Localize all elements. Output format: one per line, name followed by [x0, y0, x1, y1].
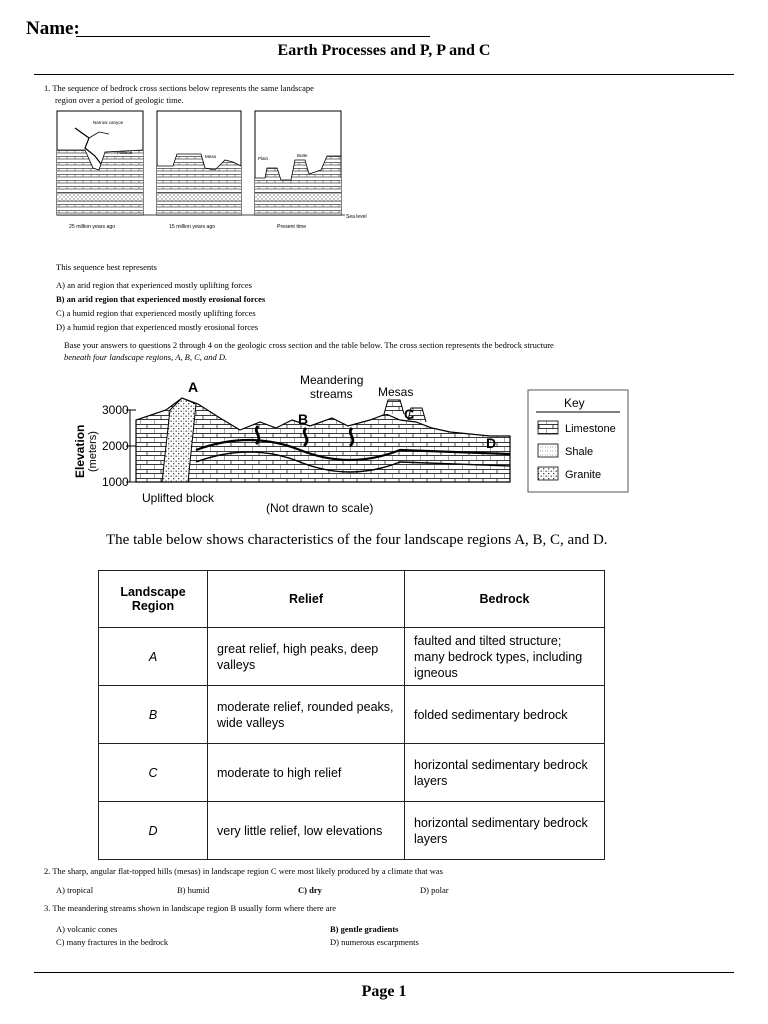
header-bedrock: Bedrock	[405, 571, 605, 628]
question-1-choice-d[interactable]: D) a humid region that experienced mostly erosional forces	[56, 322, 259, 332]
panel-25-million-years	[57, 111, 143, 215]
cell-relief: very little relief, low elevations	[208, 802, 405, 860]
header-landscape-region: Landscape Region	[99, 571, 208, 628]
label-butte: Butte	[297, 153, 308, 158]
cell-relief: moderate relief, rounded peaks, wide valleys	[208, 686, 405, 744]
region-label-d: D	[486, 435, 497, 451]
cell-region: A	[99, 628, 208, 686]
question-1-prompt-line1: 1. The sequence of bedrock cross sections below represents the same landscape	[44, 83, 314, 93]
label-streams: streams	[310, 387, 353, 401]
label-plain: Plain	[258, 156, 269, 161]
key-swatch-granite	[538, 467, 558, 480]
cell-region: C	[99, 744, 208, 802]
label-narrow-canyon: Narrow canyon	[93, 120, 124, 125]
cell-bedrock: faulted and tilted structure; many bedrock types, including igneous	[405, 628, 605, 686]
cell-bedrock: horizontal sedimentary bedrock layers	[405, 802, 605, 860]
key-swatch-shale	[538, 444, 558, 457]
bottom-divider	[34, 972, 734, 973]
y-tick-3000: 3000	[102, 403, 129, 417]
question-1-choice-c[interactable]: C) a humid region that experienced mostly uplifting forces	[56, 308, 256, 318]
table-row	[99, 686, 605, 744]
y-axis-unit: (meters)	[87, 431, 99, 472]
label-not-to-scale: (Not drawn to scale)	[266, 501, 374, 515]
label-mesas: Mesas	[378, 385, 414, 399]
y-tick-1000: 1000	[102, 475, 129, 489]
question-2-choice-c[interactable]: C) dry	[298, 885, 322, 895]
geologic-cross-section	[70, 370, 650, 520]
instructions-line1: Base your answers to questions 2 through 4 on the geologic cross section and the table below. The cross section represents the bedrock structure	[64, 340, 554, 350]
key-title: Key	[564, 396, 585, 410]
panel-15-million-years	[157, 111, 241, 215]
region-label-c: C	[404, 406, 415, 422]
mesa-1	[384, 400, 404, 414]
question-2-prompt: 2. The sharp, angular flat-topped hills (mesas) in landscape region C were most likely produced by a climate that was	[44, 866, 443, 876]
question-1-stem: This sequence best represents	[56, 262, 157, 272]
question-3-choice-a[interactable]: A) volcanic cones	[56, 924, 118, 934]
name-blank-line[interactable]	[76, 36, 430, 37]
key-label-shale: Shale	[565, 446, 594, 458]
table-header-row	[99, 571, 605, 628]
label-plateau: Plateau	[117, 150, 133, 155]
diagram-key	[528, 390, 628, 492]
question-1-prompt	[44, 82, 374, 106]
bedrock-sequence-figure	[55, 108, 385, 233]
key-label-limestone: Limestone	[565, 423, 616, 435]
cell-bedrock: folded sedimentary bedrock	[405, 686, 605, 744]
label-sea-level: Sea level	[346, 214, 367, 220]
y-axis-label: Elevation	[73, 424, 87, 478]
header-relief: Relief	[208, 571, 405, 628]
question-3-choice-c[interactable]: C) many fractures in the bedrock	[56, 937, 169, 947]
question-1-prompt-line2: region over a period of geologic time.	[55, 95, 184, 105]
caption-25-million: 25 million years ago	[69, 224, 116, 230]
question-2-choice-b[interactable]: B) humid	[177, 885, 210, 895]
label-mesa: Mesa	[205, 154, 217, 159]
table-intro: The table below shows characteristics of the four landscape regions A, B, C, and D.	[106, 532, 608, 548]
name-label: Name:	[26, 18, 80, 39]
question-1-choice-b[interactable]: B) an arid region that experienced mostly erosional forces	[56, 294, 266, 304]
instructions-line2: beneath four landscape regions, A, B, C, and D.	[64, 352, 228, 362]
label-uplifted-block: Uplifted block	[142, 491, 215, 505]
landscape-regions-table	[98, 570, 605, 860]
cell-region: D	[99, 802, 208, 860]
key-label-granite: Granite	[565, 469, 602, 481]
key-swatch-limestone	[538, 421, 558, 434]
question-3-choice-d[interactable]: D) numerous escarpments	[330, 937, 419, 947]
caption-present-time: Present time	[277, 224, 307, 230]
cell-relief: moderate to high relief	[208, 744, 405, 802]
region-label-b: B	[298, 411, 309, 427]
table-row	[99, 802, 605, 860]
question-2-choice-d[interactable]: D) polar	[420, 885, 449, 895]
page-title: Earth Processes and P, P and C	[277, 42, 491, 59]
cell-bedrock: horizontal sedimentary bedrock layers	[405, 744, 605, 802]
table-row	[99, 628, 605, 686]
label-meandering: Meandering	[300, 373, 364, 387]
cell-relief: great relief, high peaks, deep valleys	[208, 628, 405, 686]
question-3-choice-b[interactable]: B) gentle gradients	[330, 924, 399, 934]
caption-15-million: 15 million years ago	[169, 224, 216, 230]
page-number: Page 1	[361, 983, 407, 1000]
cell-region: B	[99, 686, 208, 744]
y-tick-2000: 2000	[102, 439, 129, 453]
question-2-choice-a[interactable]: A) tropical	[56, 885, 94, 895]
panel-present-time	[255, 111, 341, 215]
question-1-choice-a[interactable]: A) an arid region that experienced mostly uplifting forces	[56, 280, 252, 290]
top-divider	[34, 74, 734, 75]
question-3-prompt: 3. The meandering streams shown in landscape region B usually form where there are	[44, 903, 337, 913]
region-label-a: A	[188, 379, 199, 395]
table-row	[99, 744, 605, 802]
